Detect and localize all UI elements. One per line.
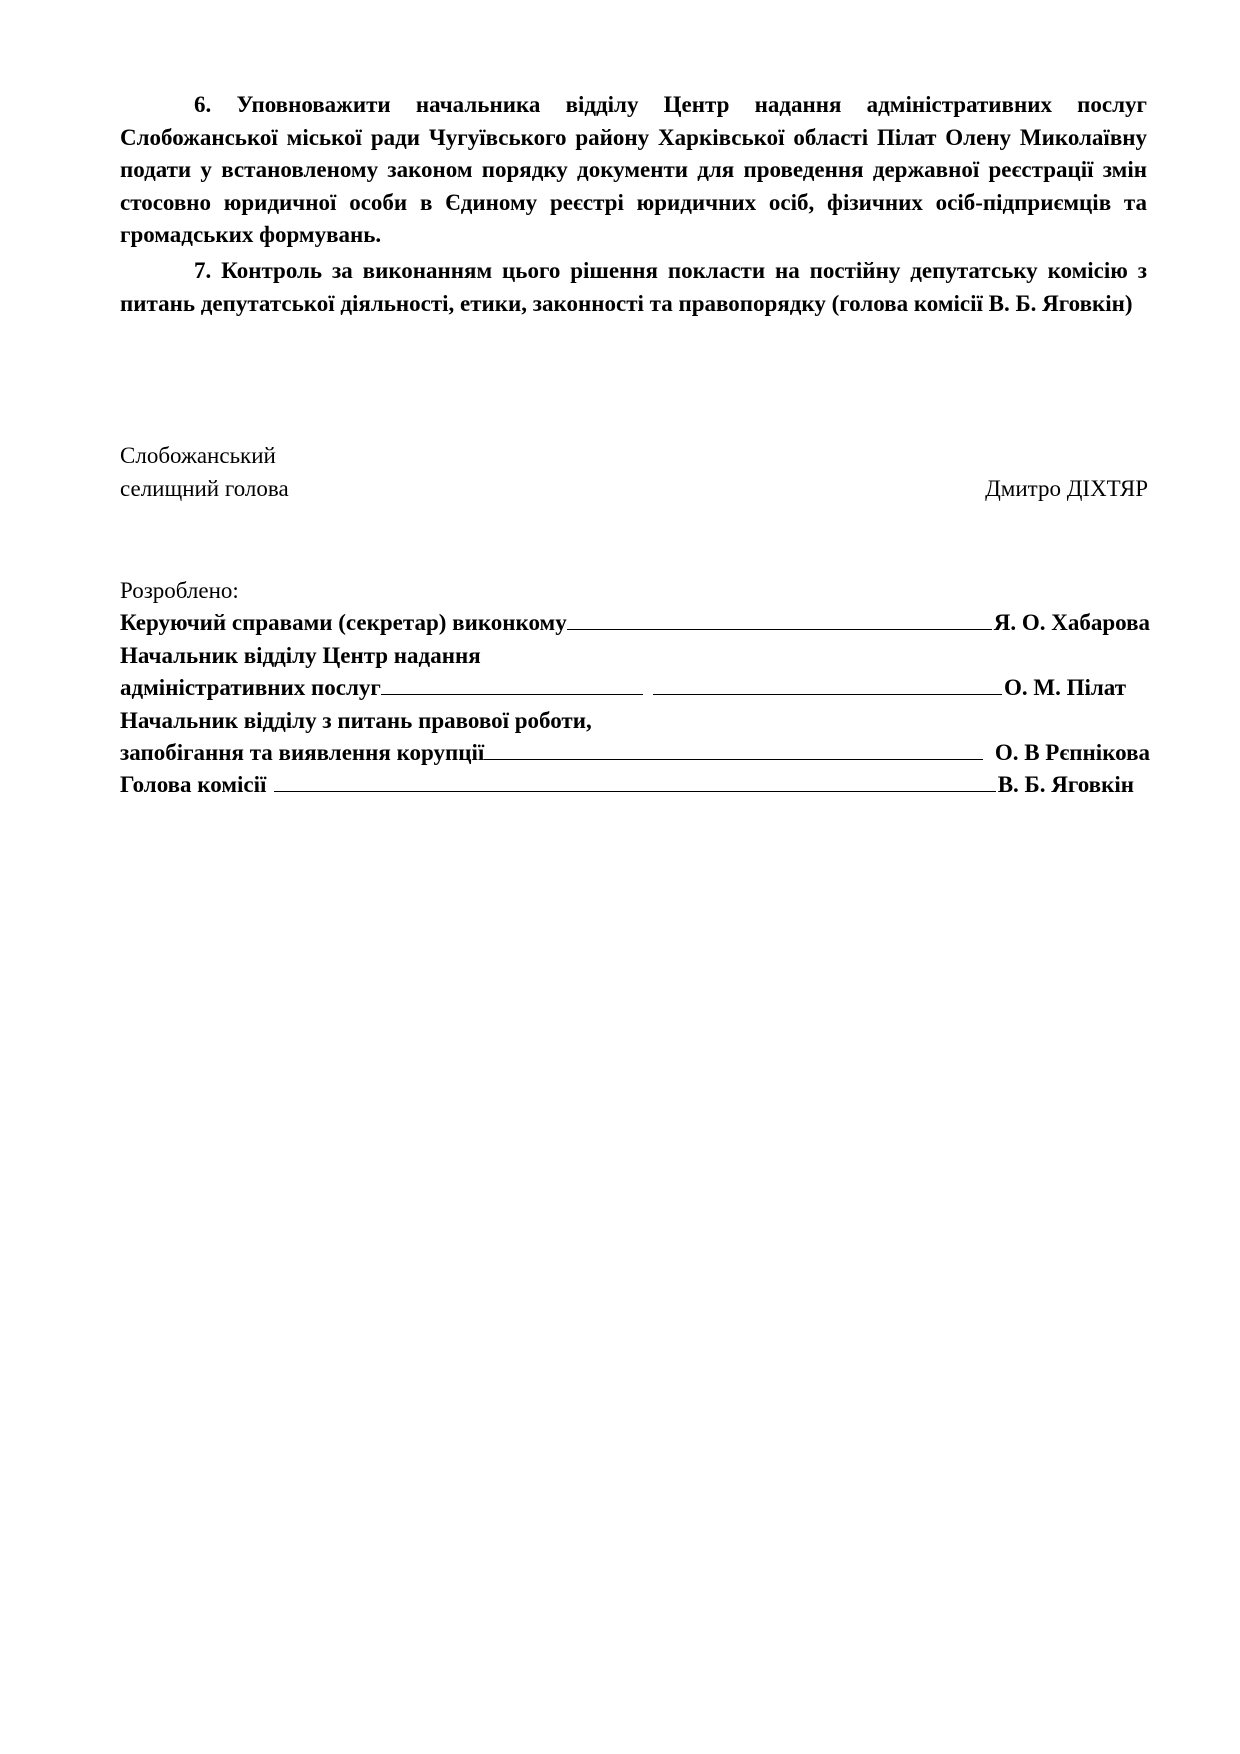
approval-row-cnap [120,672,1150,704]
approval-row-legal [120,737,1150,769]
resolution-item-7 [120,255,1147,320]
commission-name: В. Б. Яговкін [997,772,1134,797]
legal-name: О. В Рєпнікова [994,740,1150,765]
signer-name: Дмитро ДІХТЯР [985,476,1148,501]
cnap-position-line-2: адміністративних послуг [120,675,381,700]
item-6-text: 6. Уповноважити начальника відділу Центр надання адміністративних послуг Слобожанської міської ради Чугуївського району Харківської області Пілат Олену Миколаївну подати у встановленому законом порядку документи для проведення державної реєстрації змін стосовно юридичної особи в Єдиному реєстрі юридичних осіб, фізичних осіб-підприємців та громадських формувань. [120,92,1147,248]
manager-position: Керуючий справами (секретар) виконкому [120,610,567,635]
resolution-item-6 [120,89,1147,252]
commission-position: Голова комісії [120,772,267,797]
legal-position-line-1: Начальник відділу з питань правової роботи, [120,708,592,733]
cnap-name: О. М. Пілат [1004,675,1126,700]
cnap-position-line-1: Начальник відділу Центр надання [120,643,481,668]
signature-line [484,737,983,760]
approvals-heading: Розроблено: [120,578,239,603]
signer-title-line-1: Слобожанський [120,443,276,468]
signature-line [381,672,643,695]
signature-line [653,672,1002,695]
signature-line [274,769,995,792]
approval-row-manager [120,607,1150,639]
signer-title-line-2: селищний голова [120,476,289,501]
legal-position-line-2: запобігання та виявлення корупції [120,740,485,765]
manager-name: Я. О. Хабарова [993,610,1150,635]
item-7-text: 7. Контроль за виконанням цього рішення покласти на постійну депутатську комісію з питань депутатської діяльності, етики, законності та правопорядку (голова комісії В. Б. Яговкін) [120,258,1147,316]
approval-row-commission [120,769,1150,801]
signature-line [567,607,992,630]
